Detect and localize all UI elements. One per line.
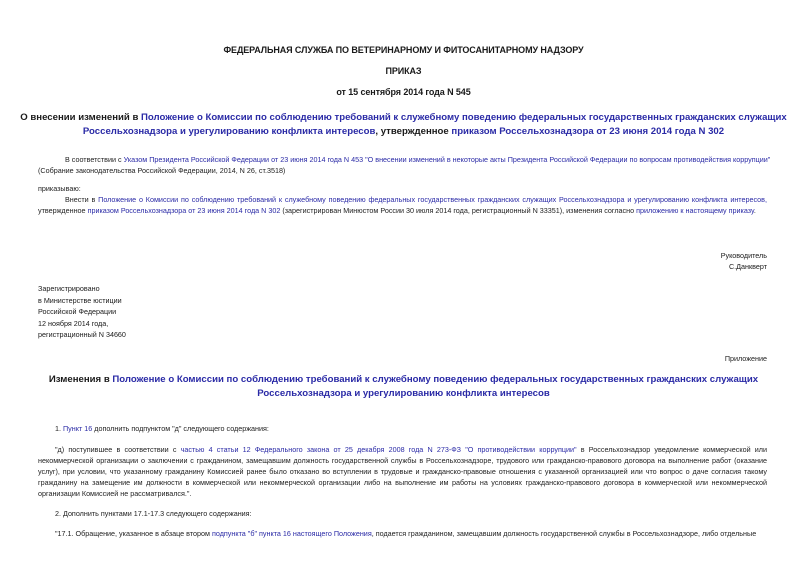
signature-name: С.Данкверт [728, 262, 767, 271]
order-line2-prefix: утвержденное [38, 206, 88, 215]
order-line2 [38, 206, 756, 215]
order-word: приказываю: [38, 184, 81, 193]
appendix-title-link-cont[interactable]: Россельхознадзора и урегулированию конфликта интересов [257, 388, 550, 399]
document-title [0, 111, 807, 139]
item2-heading: 2. Дополнить пунктами 17.1-17.3 следующего содержания: [55, 509, 252, 518]
appendix-title-prefix: Изменения в [48, 374, 113, 385]
item1-quote-line1-end: в Россельхознадзор уведомление коммерческой или [576, 445, 767, 454]
registration-line: в Министерстве юстиции [38, 295, 122, 305]
order-line2-end: . [753, 206, 756, 215]
signature-position: Руководитель [720, 251, 767, 260]
preamble-line2: (Собрание законодательства Российской Федерации, 2014, N 26, ст.3518) [38, 166, 286, 175]
item1-num: 1. [55, 424, 63, 433]
doc-date-number: от 15 сентября 2014 года N 545 [336, 87, 471, 97]
title-link-regulation-cont[interactable]: Россельхознадзора и урегулированию конфликта интересов [82, 126, 376, 137]
registration-line: регистрационный N 34660 [38, 330, 126, 339]
title-prefix: О внесении изменений в [20, 112, 142, 123]
order-link-appendix[interactable]: приложению к настоящему приказу [636, 206, 754, 215]
item1-heading [55, 424, 269, 433]
title-link-order-302[interactable]: приказом Россельхознадзора от 23 июня 2014 года N 302 [451, 126, 725, 137]
preamble-link-decree[interactable]: Указом Президента Российской Федерации от 23 июня 2014 года N 453 "О внесении изменений в некоторые акты Президента Российской Федерации по вопросам противодействия коррупции" [123, 155, 771, 164]
preamble-line1 [65, 155, 770, 164]
order-line2-middle: (зарегистрирован Минюстом России 30 июля 2014 года, регистрационный N 33351), изменения согласно [280, 206, 637, 215]
item1-quote-line5: организации Комиссией не рассматривался.". [38, 489, 192, 498]
appendix-title [0, 373, 807, 401]
appendix-title-link[interactable]: Положение о Комиссии по соблюдению требований к служебному поведению федеральных государственных гражданских служащих [112, 374, 759, 385]
item1-text: дополнить подпунктом "д" следующего содержания: [92, 424, 269, 433]
item2-quote-prefix: "17.1. Обращение, указанное в абзаце втором [55, 529, 212, 538]
item1-quote-link-law[interactable]: частью 4 статьи 12 Федерального закона от 25 декабря 2008 года N 273-ФЗ "О противодействии коррупции" [180, 445, 577, 454]
order-line1 [65, 195, 767, 204]
title-link-regulation[interactable]: Положение о Комиссии по соблюдению требований к служебному поведению федеральных государственных гражданских служащих [141, 112, 787, 123]
item2-quote-end: , подается гражданином, замещавшим должность государственной службы в Россельхознадзоре, либо отдельные [371, 529, 757, 538]
doc-type: ПРИКАЗ [385, 66, 422, 76]
item1-quote-line2: некоммерческой организации о заключении с гражданином, замещавшим должность государственной службы в Россельхознадзоре, трудового или гражданско-правового договора на выполнение работ (оказание [38, 456, 767, 465]
agency-name: ФЕДЕРАЛЬНАЯ СЛУЖБА ПО ВЕТЕРИНАРНОМУ И ФИТОСАНИТАРНОМУ НАДЗОРУ [223, 45, 584, 55]
item2-quote-line1 [55, 529, 756, 538]
order-link-order-302[interactable]: приказом Россельхознадзора от 23 июня 2014 года N 302 [87, 206, 281, 215]
item1-quote-line3: услуг), при условии, что указанному гражданину Комиссией ранее было отказано во вступлении в трудовые и гражданско-правовые отношения с указанной организацией или что вопрос о даче согласия такому [38, 467, 767, 476]
title-middle: , утвержденное [375, 126, 452, 137]
item1-quote-prefix: "д) поступившее в соответствии с [55, 445, 181, 454]
item1-quote-line4: гражданину на замещение им должности в коммерческой или некоммерческой организации либо на выполнение им работы на условиях гражданско-правового договора в коммерческой или некоммерческой [38, 478, 767, 487]
order-prefix: Внести в [65, 195, 99, 204]
appendix-label: Приложение [724, 354, 767, 363]
order-link-regulation[interactable]: Положение о Комиссии по соблюдению требований к служебному поведению федеральных государственных гражданских служащих Россельхознадзора и урегулированию конфликта интересов, [98, 195, 767, 204]
item1-link-point16[interactable]: Пункт 16 [63, 424, 93, 433]
preamble-prefix: В соответствии с [65, 155, 124, 164]
registration-line: 12 ноября 2014 года, [38, 318, 109, 328]
item2-quote-link[interactable]: подпункта "б" пункта 16 настоящего Положения [211, 529, 372, 538]
registration-line: Российской Федерации [38, 307, 117, 316]
item1-quote-line1 [55, 445, 767, 454]
registration-block [38, 283, 126, 341]
signature-block [721, 250, 767, 272]
registration-line: Зарегистрировано [38, 284, 100, 293]
